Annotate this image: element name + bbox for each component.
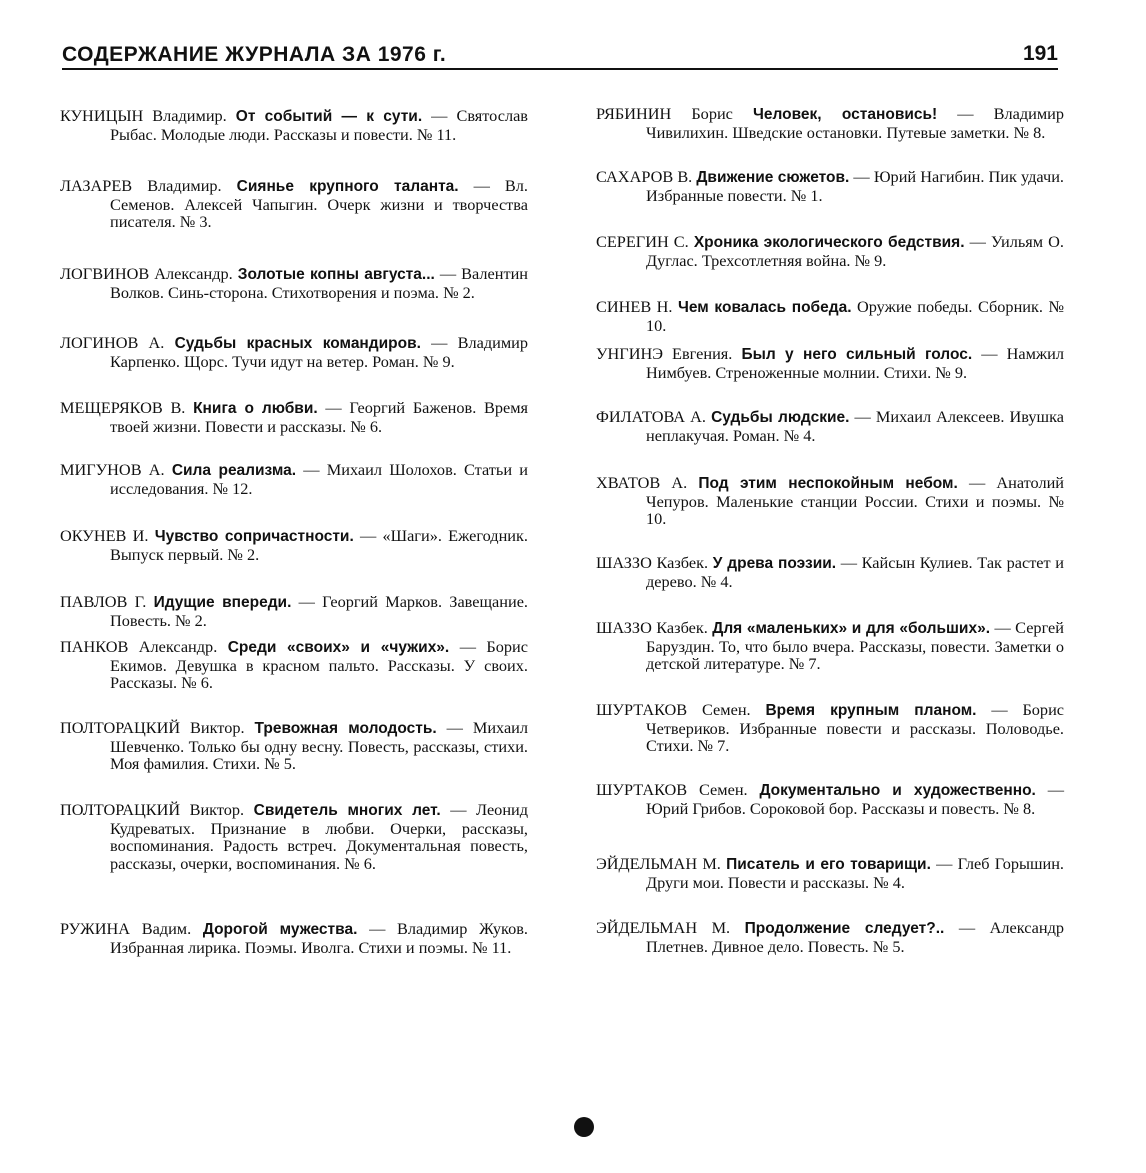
entry-author: ОКУНЕВ И. (60, 526, 149, 545)
index-entry (596, 474, 1064, 528)
entry-details: Оружие победы. Сборник. № 10. (646, 297, 1064, 335)
entry-details: — Михаил Алексеев. Ивушка неплакучая. Роман. № 4. (646, 407, 1064, 445)
entry-author: ПАВЛОВ Г. (60, 592, 147, 611)
entry-title: Среди «своих» и «чужих». (227, 639, 450, 656)
entry-title: Время крупным планом. (765, 702, 977, 719)
entry-title: Хроника экологического бедствия. (693, 234, 965, 251)
entry-title: Документально и художественно. (759, 782, 1036, 799)
index-entry (596, 233, 1064, 269)
entry-title: Судьбы людские. (711, 409, 850, 426)
index-entry (596, 919, 1064, 955)
index-entry (596, 781, 1064, 817)
entry-author: ЭЙДЕЛЬМАН М. (596, 854, 721, 873)
entry-details: — Намжил Нимбуев. Стреноженные молнии. Стихи. № 9. (646, 344, 1064, 382)
entry-details: — Георгий Марков. Завещание. Повесть. № 2. (110, 592, 528, 630)
entry-details: — Вл. Семенов. Алексей Чапыгин. Очерк жизни и творчества писателя. № 3. (110, 176, 528, 231)
entry-author: ПАНКОВ Александр. (60, 637, 218, 656)
index-entry (60, 719, 528, 773)
index-entry (596, 105, 1064, 141)
entry-author: ШУРТАКОВ Семен. (596, 780, 748, 799)
entry-author: ФИЛАТОВА А. (596, 407, 706, 426)
entry-author: УНГИНЭ Евгения. (596, 344, 733, 363)
page-title: СОДЕРЖАНИЕ ЖУРНАЛА ЗА 1976 г. (62, 43, 447, 66)
entry-title: Человек, остановись! (752, 106, 938, 123)
index-entry (596, 345, 1064, 381)
entry-title: Для «маленьких» и для «больших». (712, 620, 990, 637)
entry-author: ШАЗЗО Казбек. (596, 553, 709, 572)
entry-details: — Уильям О. Дуглас. Трехсотлетняя война. № 9. (646, 232, 1065, 270)
entry-title: Движение сюжетов. (696, 169, 850, 186)
entry-author: РЯБИНИН Борис (596, 104, 733, 123)
entry-details: — Валентин Волков. Синь-сторона. Стихотворения и поэма. № 2. (110, 264, 529, 302)
index-entry (60, 265, 528, 301)
entry-author: СЕРЕГИН С. (596, 232, 689, 251)
entry-title: Дорогой мужества. (202, 921, 358, 938)
entry-author: СИНЕВ Н. (596, 297, 673, 316)
entry-author: ПОЛТОРАЦКИЙ Виктор. (60, 718, 245, 737)
index-entry (60, 177, 528, 231)
index-entry (60, 638, 528, 692)
entry-details: — Михаил Шолохов. Статьи и исследования. № 12. (110, 460, 528, 498)
entry-title: Сила реализма. (171, 462, 297, 479)
index-entry (60, 399, 528, 435)
index-entry (596, 408, 1064, 444)
index-entry (60, 107, 528, 143)
entry-title: Чем ковалась победа. (677, 299, 852, 316)
entry-details: — Александр Плетнев. Дивное дело. Повесть. № 5. (646, 918, 1065, 956)
entry-details: — Кайсын Кулиев. Так растет и дерево. № 4. (646, 553, 1065, 591)
entry-author: ХВАТОВ А. (596, 473, 688, 492)
entry-details: — Георгий Баженов. Время твоей жизни. Повести и рассказы. № 6. (110, 398, 528, 436)
entry-title: Золотые копны августа... (237, 266, 435, 283)
index-entry (60, 593, 528, 629)
entry-details: — Владимир Карпенко. Щорс. Тучи идут на ветер. Роман. № 9. (110, 333, 528, 371)
entry-details: — Глеб Горышин. Други мои. Повести и рассказы. № 4. (646, 854, 1064, 892)
entry-title: Свидетель многих лет. (253, 802, 441, 819)
entry-title: У древа поэзии. (712, 555, 837, 572)
entry-author: САХАРОВ В. (596, 167, 693, 186)
entry-title: Писатель и его товарищи. (726, 856, 931, 873)
index-entry (596, 855, 1064, 891)
entry-author: ЛАЗАРЕВ Владимир. (60, 176, 222, 195)
entry-details: — Святослав Рыбас. Молодые люди. Рассказы и повести. № 11. (110, 106, 528, 144)
entry-author: ШАЗЗО Казбек. (596, 618, 708, 637)
entry-details: — Юрий Грибов. Сороковой бор. Рассказы и повесть. № 8. (646, 780, 1064, 818)
entry-title: Продолжение следует?.. (744, 920, 945, 937)
index-entry (60, 461, 528, 497)
entry-details: — «Шаги». Ежегодник. Выпуск первый. № 2. (110, 526, 528, 564)
entry-title: Чувство сопричастности. (154, 528, 354, 545)
entry-details: — Владимир Чивилихин. Шведские остановки. Путевые заметки. № 8. (646, 104, 1065, 142)
entry-author: ЛОГВИНОВ Александр. (60, 264, 233, 283)
entry-author: ЛОГИНОВ А. (60, 333, 165, 352)
entry-title: Книга о любви. (193, 400, 318, 417)
entry-details: — Борис Екимов. Девушка в красном пальто. Рассказы. У своих. Рассказы. № 6. (110, 637, 528, 692)
entry-details: — Владимир Жуков. Избранная лирика. Поэмы. Иволга. Стихи и поэмы. № 11. (110, 919, 528, 957)
entry-details: — Юрий Нагибин. Пик удачи. Избранные повести. № 1. (646, 167, 1064, 205)
entry-details: — Леонид Кудреватых. Признание в любви. Очерки, рассказы, воспоминания. Радость встреч. Документальная повесть, рассказы, очерки, воспоминания. № 6. (110, 800, 529, 873)
entry-author: МЕЩЕРЯКОВ В. (60, 398, 186, 417)
index-entry (596, 619, 1064, 673)
index-entry (60, 920, 528, 956)
entry-title: Идущие впереди. (153, 594, 292, 611)
decorative-dot (574, 1117, 594, 1137)
entry-title: Был у него сильный голос. (741, 346, 973, 363)
entry-author: МИГУНОВ А. (60, 460, 165, 479)
index-entry (596, 701, 1064, 755)
entry-author: РУЖИНА Вадим. (60, 919, 192, 938)
entry-title: Судьбы красных командиров. (174, 335, 421, 352)
index-entry (60, 334, 528, 370)
entry-details: — Сергей Баруздин. То, что было вчера. Рассказы, повести. Заметки о детской литературе. № 7. (646, 618, 1064, 673)
index-entry (596, 168, 1064, 204)
entry-title: Тревожная молодость. (254, 720, 437, 737)
index-entry (596, 554, 1064, 590)
entry-title: Под этим неспокойным небом. (698, 475, 958, 492)
entry-details: — Михаил Шевченко. Только бы одну весну. Повесть, рассказы, стихи. Моя фамилия. Стихи. № 5. (110, 718, 529, 773)
entry-author: ЭЙДЕЛЬМАН М. (596, 918, 731, 937)
entry-author: ПОЛТОРАЦКИЙ Виктор. (60, 800, 245, 819)
entry-title: Сиянье крупного таланта. (236, 178, 459, 195)
entry-details: — Борис Четвериков. Избранные повести и рассказы. Половодье. Стихи. № 7. (646, 700, 1065, 755)
entry-author: КУНИЦЫН Владимир. (60, 106, 227, 125)
entry-author: ШУРТАКОВ Семен. (596, 700, 751, 719)
index-entry (60, 801, 528, 872)
entry-details: — Анатолий Чепуров. Маленькие станции России. Стихи и поэмы. № 10. (646, 473, 1065, 528)
entry-title: От событий — к сути. (235, 108, 423, 125)
page-header (62, 42, 1058, 70)
index-entry (60, 527, 528, 563)
page-number: 191 (1022, 42, 1058, 65)
index-entry (596, 298, 1064, 334)
